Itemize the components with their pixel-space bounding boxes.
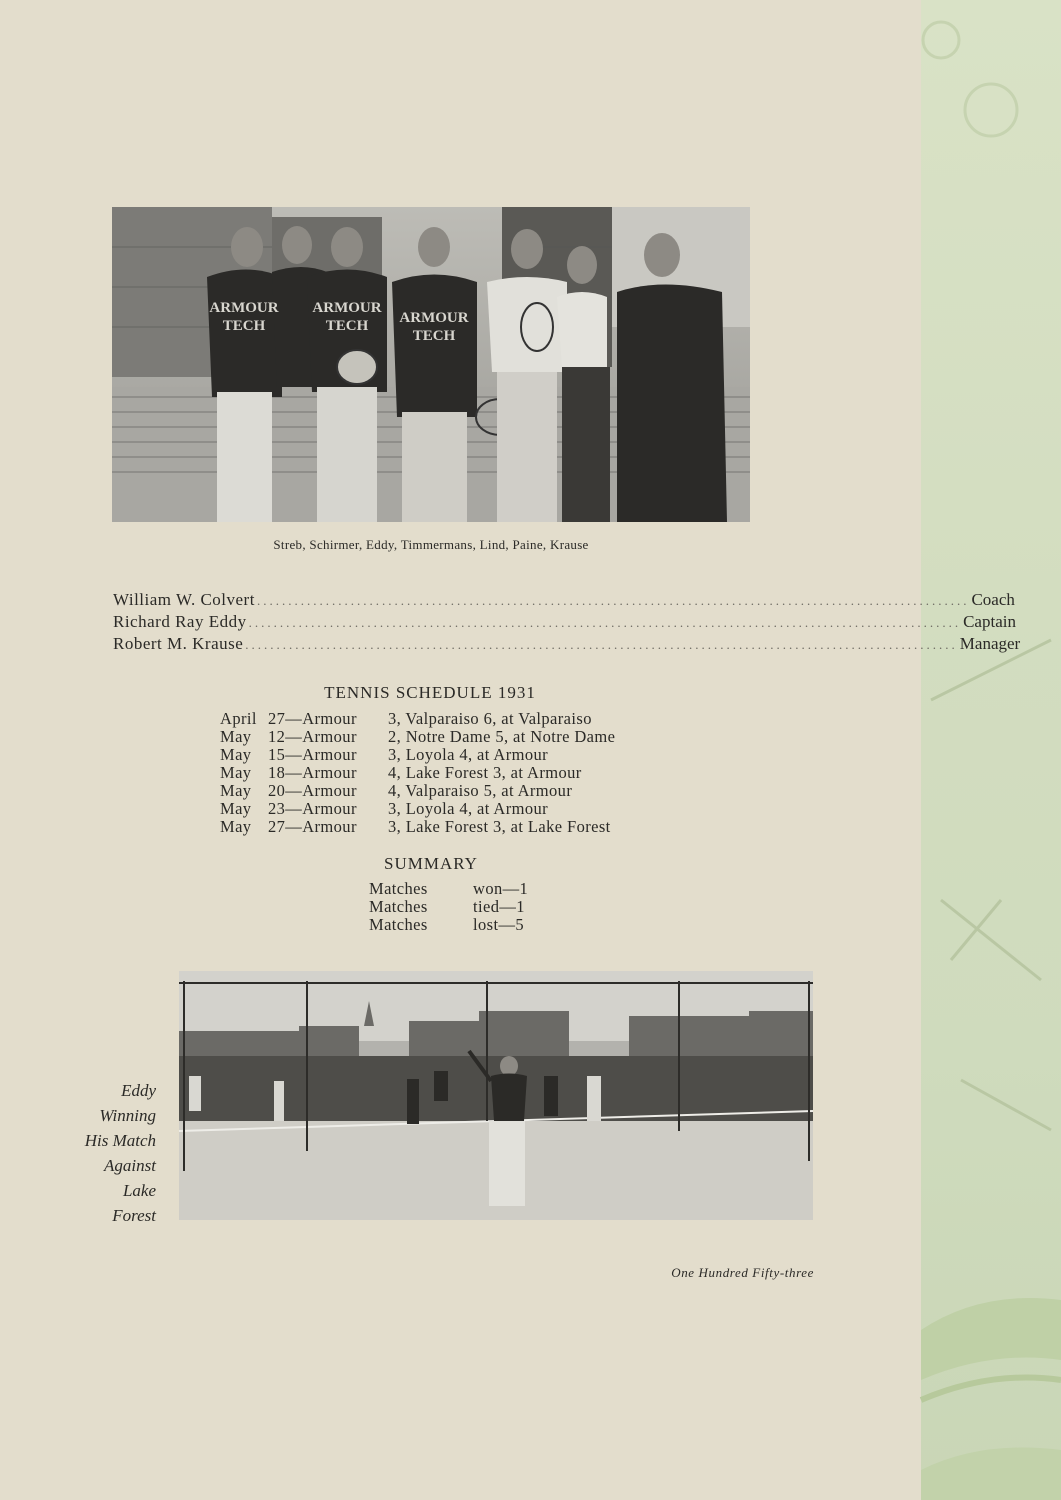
staff-role: Coach: [971, 590, 1015, 609]
schedule-list: [220, 709, 615, 835]
staff-name: Robert M. Krause: [113, 634, 244, 653]
schedule-month: April: [220, 709, 257, 728]
caption-line: Eddy: [121, 1081, 156, 1100]
caption-line: Against: [104, 1156, 156, 1175]
decorative-margin-strip: [921, 0, 1061, 1500]
schedule-month: May: [220, 781, 252, 800]
schedule-day: 20—Armour: [268, 781, 357, 800]
schedule-month: May: [220, 799, 252, 818]
schedule-day: 12—Armour: [268, 727, 357, 746]
staff-row-coach: [113, 590, 1015, 612]
caption-line: Winning: [99, 1106, 156, 1125]
schedule-day: 23—Armour: [268, 799, 357, 818]
staff-role: Manager: [959, 634, 1021, 653]
schedule-day: 27—Armour: [268, 817, 357, 836]
schedule-result: 4, Valparaiso 5, at Armour: [388, 781, 573, 800]
leader-dots: ..................................................................................................................: [248, 615, 962, 630]
leader-dots: ..................................................................................................................: [256, 593, 970, 608]
staff-role: Captain: [963, 612, 1016, 631]
sweater-text-3: ARMOUR: [312, 300, 382, 316]
leader-dots: ..................................................................................................................: [245, 637, 958, 652]
summary-row: [369, 897, 528, 915]
caption-line: His Match: [84, 1131, 156, 1150]
schedule-row: [220, 709, 615, 727]
schedule-day: 18—Armour: [268, 763, 357, 782]
schedule-row: [220, 727, 615, 745]
photo-caption: Streb, Schirmer, Eddy, Timmermans, Lind, Paine, Krause: [273, 537, 589, 552]
summary-value: won—1: [473, 879, 529, 898]
schedule-result: 4, Lake Forest 3, at Armour: [388, 763, 582, 782]
staff-row-captain: [113, 612, 1016, 634]
summary-label: Matches: [369, 879, 428, 898]
summary-value: lost—5: [473, 915, 524, 934]
schedule-result: 3, Lake Forest 3, at Lake Forest: [388, 817, 611, 836]
summary-value: tied—1: [473, 897, 525, 916]
schedule-month: May: [220, 817, 252, 836]
sweater-text-6: TECH: [412, 328, 456, 344]
schedule-day: 27—Armour: [268, 709, 357, 728]
team-photo: [112, 207, 750, 522]
schedule-month: May: [220, 763, 252, 782]
summary-row: [369, 879, 528, 897]
sweater-text-2: TECH: [222, 318, 266, 334]
schedule-row: [220, 781, 615, 799]
schedule-day: 15—Armour: [268, 745, 357, 764]
staff-row-manager: [113, 634, 1021, 656]
schedule-row: [220, 799, 615, 817]
schedule-month: May: [220, 727, 252, 746]
page-number: One Hundred Fifty-three: [671, 1265, 814, 1280]
sweater-text-4: TECH: [325, 318, 369, 334]
summary-list: [369, 879, 528, 933]
summary-title: SUMMARY: [384, 854, 478, 873]
sweater-text-1: ARMOUR: [209, 300, 279, 316]
schedule-month: May: [220, 745, 252, 764]
schedule-row: [220, 763, 615, 781]
margin-ornament: [921, 0, 1061, 1500]
sweater-text-5: ARMOUR: [399, 310, 469, 326]
schedule-result: 2, Notre Dame 5, at Notre Dame: [388, 727, 616, 746]
caption-line: Lake: [122, 1181, 156, 1200]
schedule-row: [220, 817, 615, 835]
caption-line: Forest: [112, 1206, 156, 1225]
summary-row: [369, 915, 528, 933]
match-photo-caption: [60, 1078, 156, 1228]
summary-label: Matches: [369, 897, 428, 916]
match-photo: [179, 971, 813, 1220]
schedule-result: 3, Loyola 4, at Armour: [388, 799, 549, 818]
schedule-result: 3, Loyola 4, at Armour: [388, 745, 549, 764]
summary-label: Matches: [369, 915, 428, 934]
schedule-row: [220, 745, 615, 763]
staff-name: Richard Ray Eddy: [113, 612, 247, 631]
schedule-title: TENNIS SCHEDULE 1931: [324, 683, 536, 702]
schedule-result: 3, Valparaiso 6, at Valparaiso: [388, 709, 592, 728]
staff-list: [113, 590, 1021, 656]
staff-name: William W. Colvert: [113, 590, 255, 609]
